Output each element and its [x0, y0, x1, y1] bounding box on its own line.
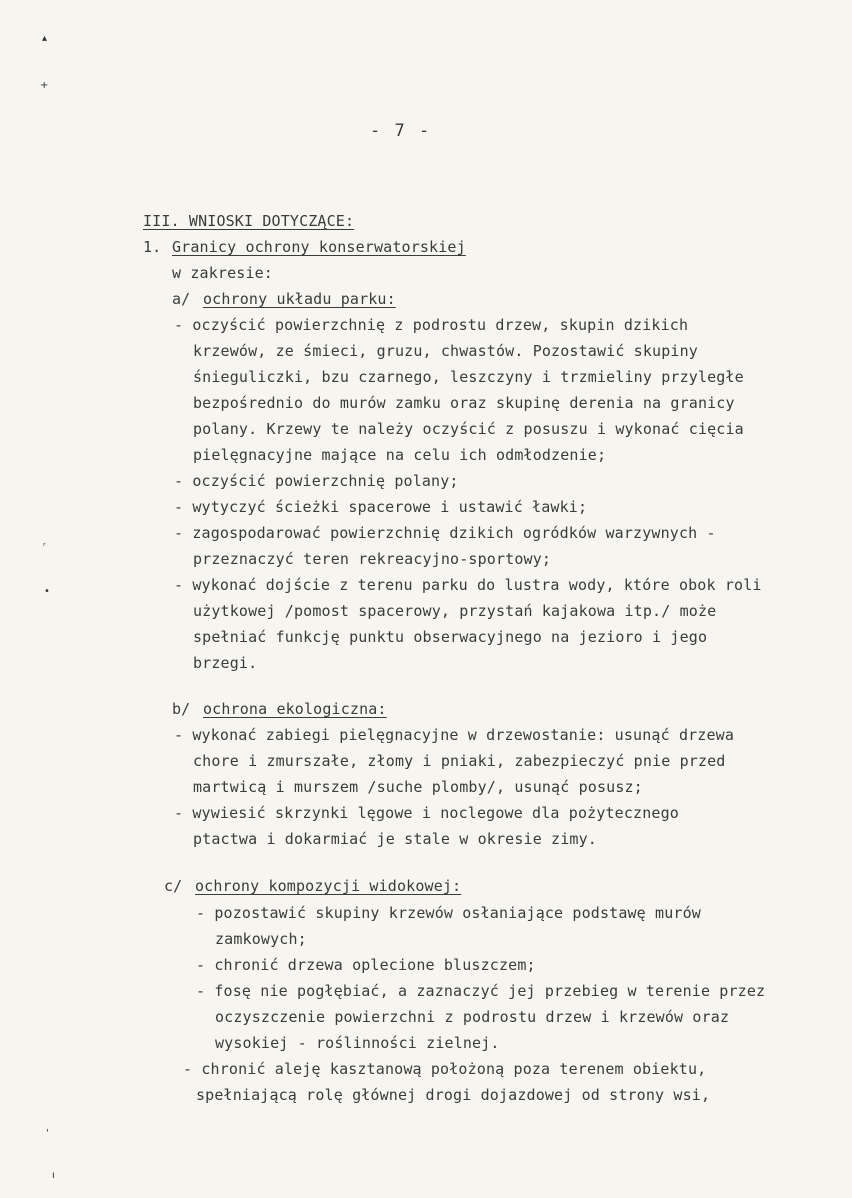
text-line: - oczyścić powierzchnię polany;: [174, 472, 459, 490]
text-line: śnieguliczki, bzu czarnego, leszczyny i trzmieliny przyległe: [193, 368, 744, 386]
margin-mark: ı: [52, 1170, 55, 1181]
margin-mark: +: [40, 80, 49, 91]
subsection-label: a/: [172, 290, 191, 308]
text-line: spełniającą rolę głównej drogi dojazdowej od strony wsi,: [196, 1086, 711, 1104]
subsection-label: b/: [172, 700, 191, 718]
subsection-label: c/: [164, 877, 183, 895]
section-heading: III. WNIOSKI DOTYCZĄCE:: [143, 212, 355, 230]
text-line: pielęgnacyjne mające na celu ich odmłodzenie;: [193, 446, 607, 464]
text-line: zamkowych;: [215, 930, 307, 948]
text-line: krzewów, ze śmieci, gruzu, chwastów. Pozostawić skupiny: [193, 342, 698, 360]
subsection-title: ochrony układu parku:: [203, 290, 396, 308]
text-line: - wywiesić skrzynki lęgowe i noclegowe dla pożytecznego: [174, 804, 679, 822]
text-line: - chronić aleję kasztanową położoną poza terenem obiektu,: [183, 1060, 707, 1078]
text-line: - wykonać zabiegi pielęgnacyjne w drzewostanie: usunąć drzewa: [174, 726, 735, 744]
text-line: chore i zmurszałe, złomy i pniaki, zabezpieczyć pnie przed: [193, 752, 726, 770]
item-scope: w zakresie:: [172, 264, 273, 282]
text-line: bezpośrednio do murów zamku oraz skupinę derenia na granicy: [193, 394, 735, 412]
text-line: polany. Krzewy te należy oczyścić z posuszu i wykonać cięcia: [193, 420, 744, 438]
text-line: - wykonać dojście z terenu parku do lustra wody, które obok roli: [174, 576, 762, 594]
margin-mark: ': [46, 1128, 49, 1139]
item-number: 1.: [143, 238, 162, 256]
text-line: - wytyczyć ścieżki spacerowe i ustawić ławki;: [174, 498, 588, 516]
text-line: ptactwa i dokarmiać je stale w okresie zimy.: [193, 830, 597, 848]
text-line: spełniać funkcję punktu obserwacyjnego na jezioro i jego: [193, 628, 708, 646]
text-line: wysokiej - roślinności zielnej.: [215, 1034, 500, 1052]
text-line: - pozostawić skupiny krzewów osłaniające podstawę murów: [196, 904, 701, 922]
page-number: - 7 -: [370, 121, 432, 141]
text-line: - oczyścić powierzchnię z podrostu drzew, skupin dzikich: [174, 316, 689, 334]
text-line: - zagospodarować powierzchnię dzikich ogródków warzywnych -: [174, 524, 716, 542]
margin-mark: •: [44, 586, 50, 597]
margin-mark: ▴: [42, 33, 48, 44]
text-line: - chronić drzewa oplecione bluszczem;: [196, 956, 536, 974]
text-line: przeznaczyć teren rekreacyjno-sportowy;: [193, 550, 552, 568]
text-line: brzegi.: [193, 654, 258, 672]
text-line: - fosę nie pogłębiać, a zaznaczyć jej przebieg w terenie przez: [196, 982, 766, 1000]
text-line: użytkowej /pomost spacerowy, przystań kajakowa itp./ może: [193, 602, 717, 620]
item-title: Granicy ochrony konserwatorskiej: [172, 238, 466, 256]
subsection-title: ochrony kompozycji widokowej:: [195, 877, 462, 895]
text-line: oczyszczenie powierzchni z podrostu drzew i krzewów oraz: [215, 1008, 730, 1026]
subsection-title: ochrona ekologiczna:: [203, 700, 387, 718]
text-line: martwicą i murszem /suche plomby/, usunąć posusz;: [193, 778, 643, 796]
margin-mark: ᵣ: [43, 538, 46, 549]
